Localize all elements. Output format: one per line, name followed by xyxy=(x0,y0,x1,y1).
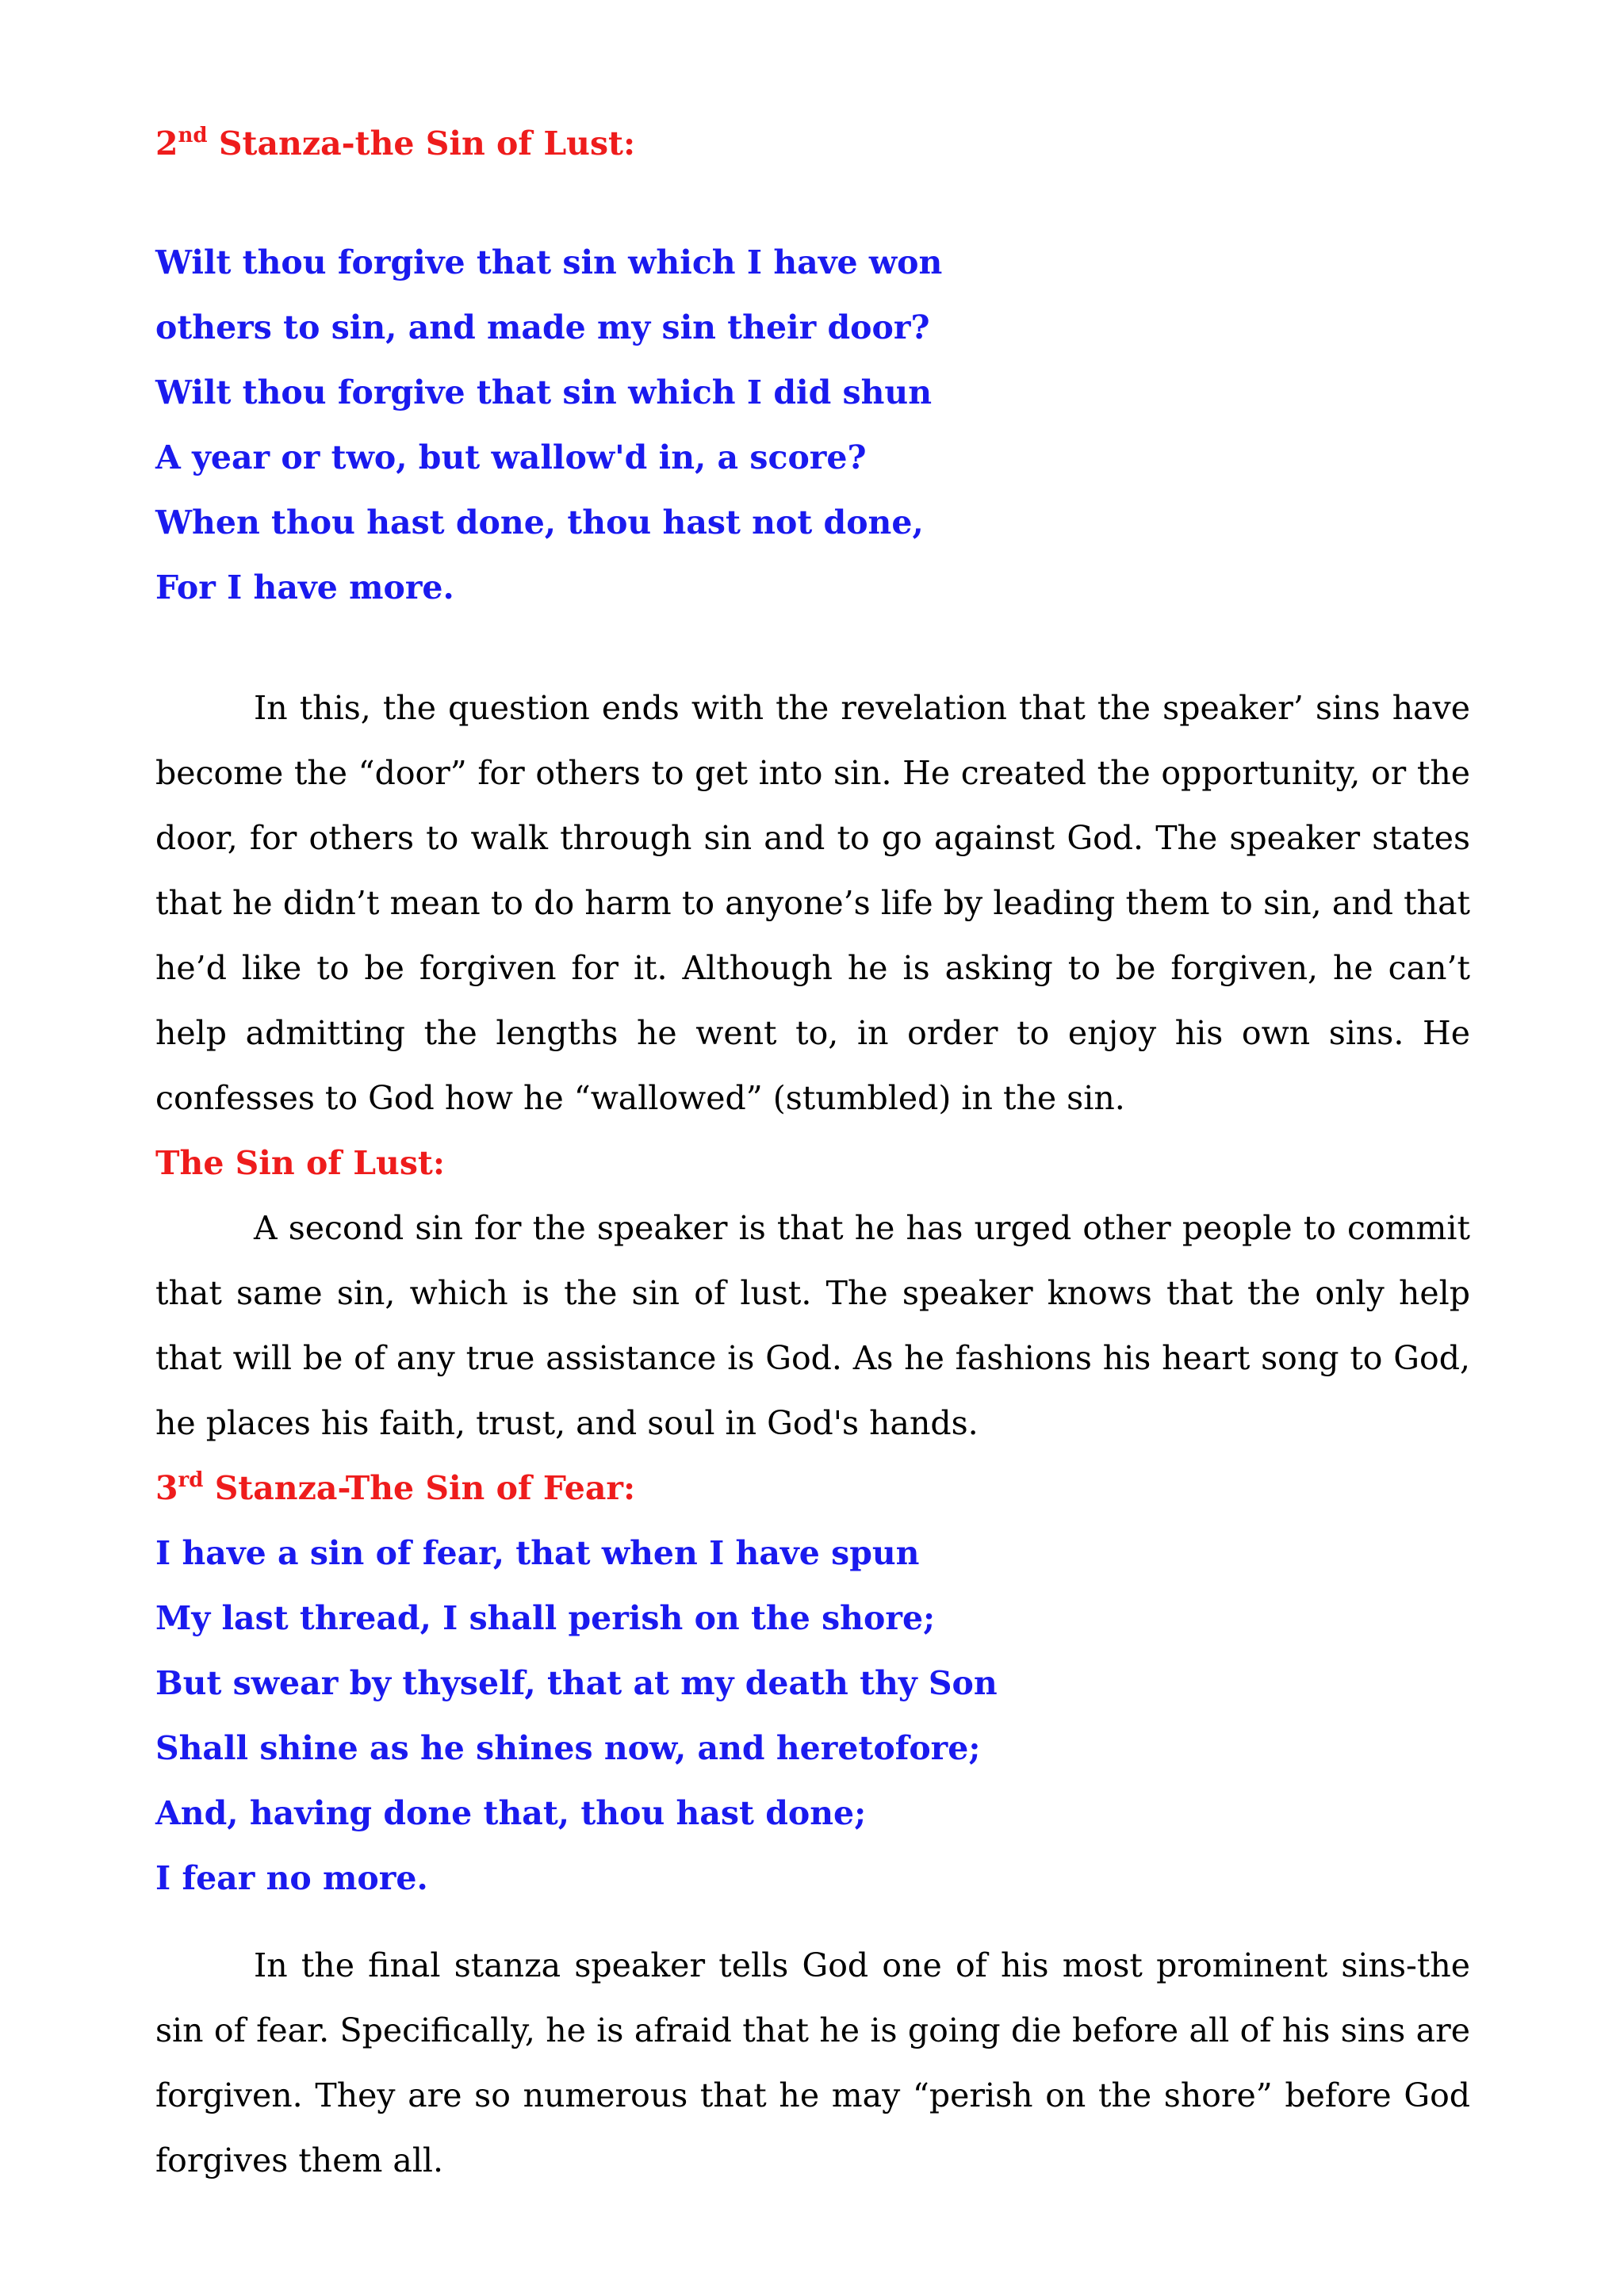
stanza2-heading-number: 2 xyxy=(155,124,178,163)
stanza2-poem xyxy=(155,230,1470,620)
poem-line: But swear by thyself, that at my death thy Son xyxy=(155,1664,998,1702)
stanza3-heading xyxy=(155,1456,1470,1521)
analysis-paragraph-2: A second sin for the speaker is that he has urged other people to commit that same sin, which is the sin of lust. The speaker knows that the only help that will be of any true assistance is God. As he fashions his heart song to God, he places his faith, trust, and soul in God's hands. xyxy=(155,1209,1470,1442)
analysis-paragraph-3: In the final stanza speaker tells God one of his most prominent sins-the sin of fear. Specifically, he is afraid that he is going die before all of his sins are forgiven. They are so numerous that he may “perish on the shore” before God forgives them all. xyxy=(155,1946,1470,2179)
poem-line: When thou hast done, thou hast not done, xyxy=(155,503,924,541)
lust-heading: The Sin of Lust: xyxy=(155,1144,445,1182)
document-page xyxy=(155,111,1470,2193)
stanza3-heading-number: 3 xyxy=(155,1469,178,1507)
poem-line: For I have more. xyxy=(155,568,454,607)
poem-line: others to sin, and made my sin their door? xyxy=(155,308,930,346)
poem-line: Wilt thou forgive that sin which I did shun xyxy=(155,373,933,411)
stanza3-poem xyxy=(155,1521,1470,1911)
poem-line: My last thread, I shall perish on the shore; xyxy=(155,1599,936,1637)
poem-line: A year or two, but wallow'd in, a score? xyxy=(155,438,867,476)
analysis-paragraph-1: In this, the question ends with the revelation that the speaker’ sins have become the “door” for others to get into sin. He created the opportunity, or the door, for others to walk through sin and to go against God. The speaker states that he didn’t mean to do harm to anyone’s life by leading them to sin, and that he’d like to be forgiven for it. Although he is asking to be forgiven, he can’t help admitting the lengths he went to, in order to enjoy his own sins. He confesses to God how he “wallowed” (stumbled) in the sin. xyxy=(155,689,1470,1117)
poem-line: Shall shine as he shines now, and heretofore; xyxy=(155,1729,981,1767)
poem-line: Wilt thou forgive that sin which I have won xyxy=(155,243,943,281)
stanza3-heading-text: Stanza-The Sin of Fear: xyxy=(203,1469,636,1507)
stanza3-heading-ordinal: rd xyxy=(178,1468,204,1492)
stanza2-heading-text: Stanza-the Sin of Lust: xyxy=(207,124,636,163)
poem-line: I have a sin of fear, that when I have spun xyxy=(155,1534,920,1572)
poem-line: I fear no more. xyxy=(155,1859,428,1897)
poem-line: And, having done that, thou hast done; xyxy=(155,1794,867,1832)
stanza2-heading xyxy=(155,111,1470,176)
stanza2-heading-ordinal: nd xyxy=(178,124,208,147)
